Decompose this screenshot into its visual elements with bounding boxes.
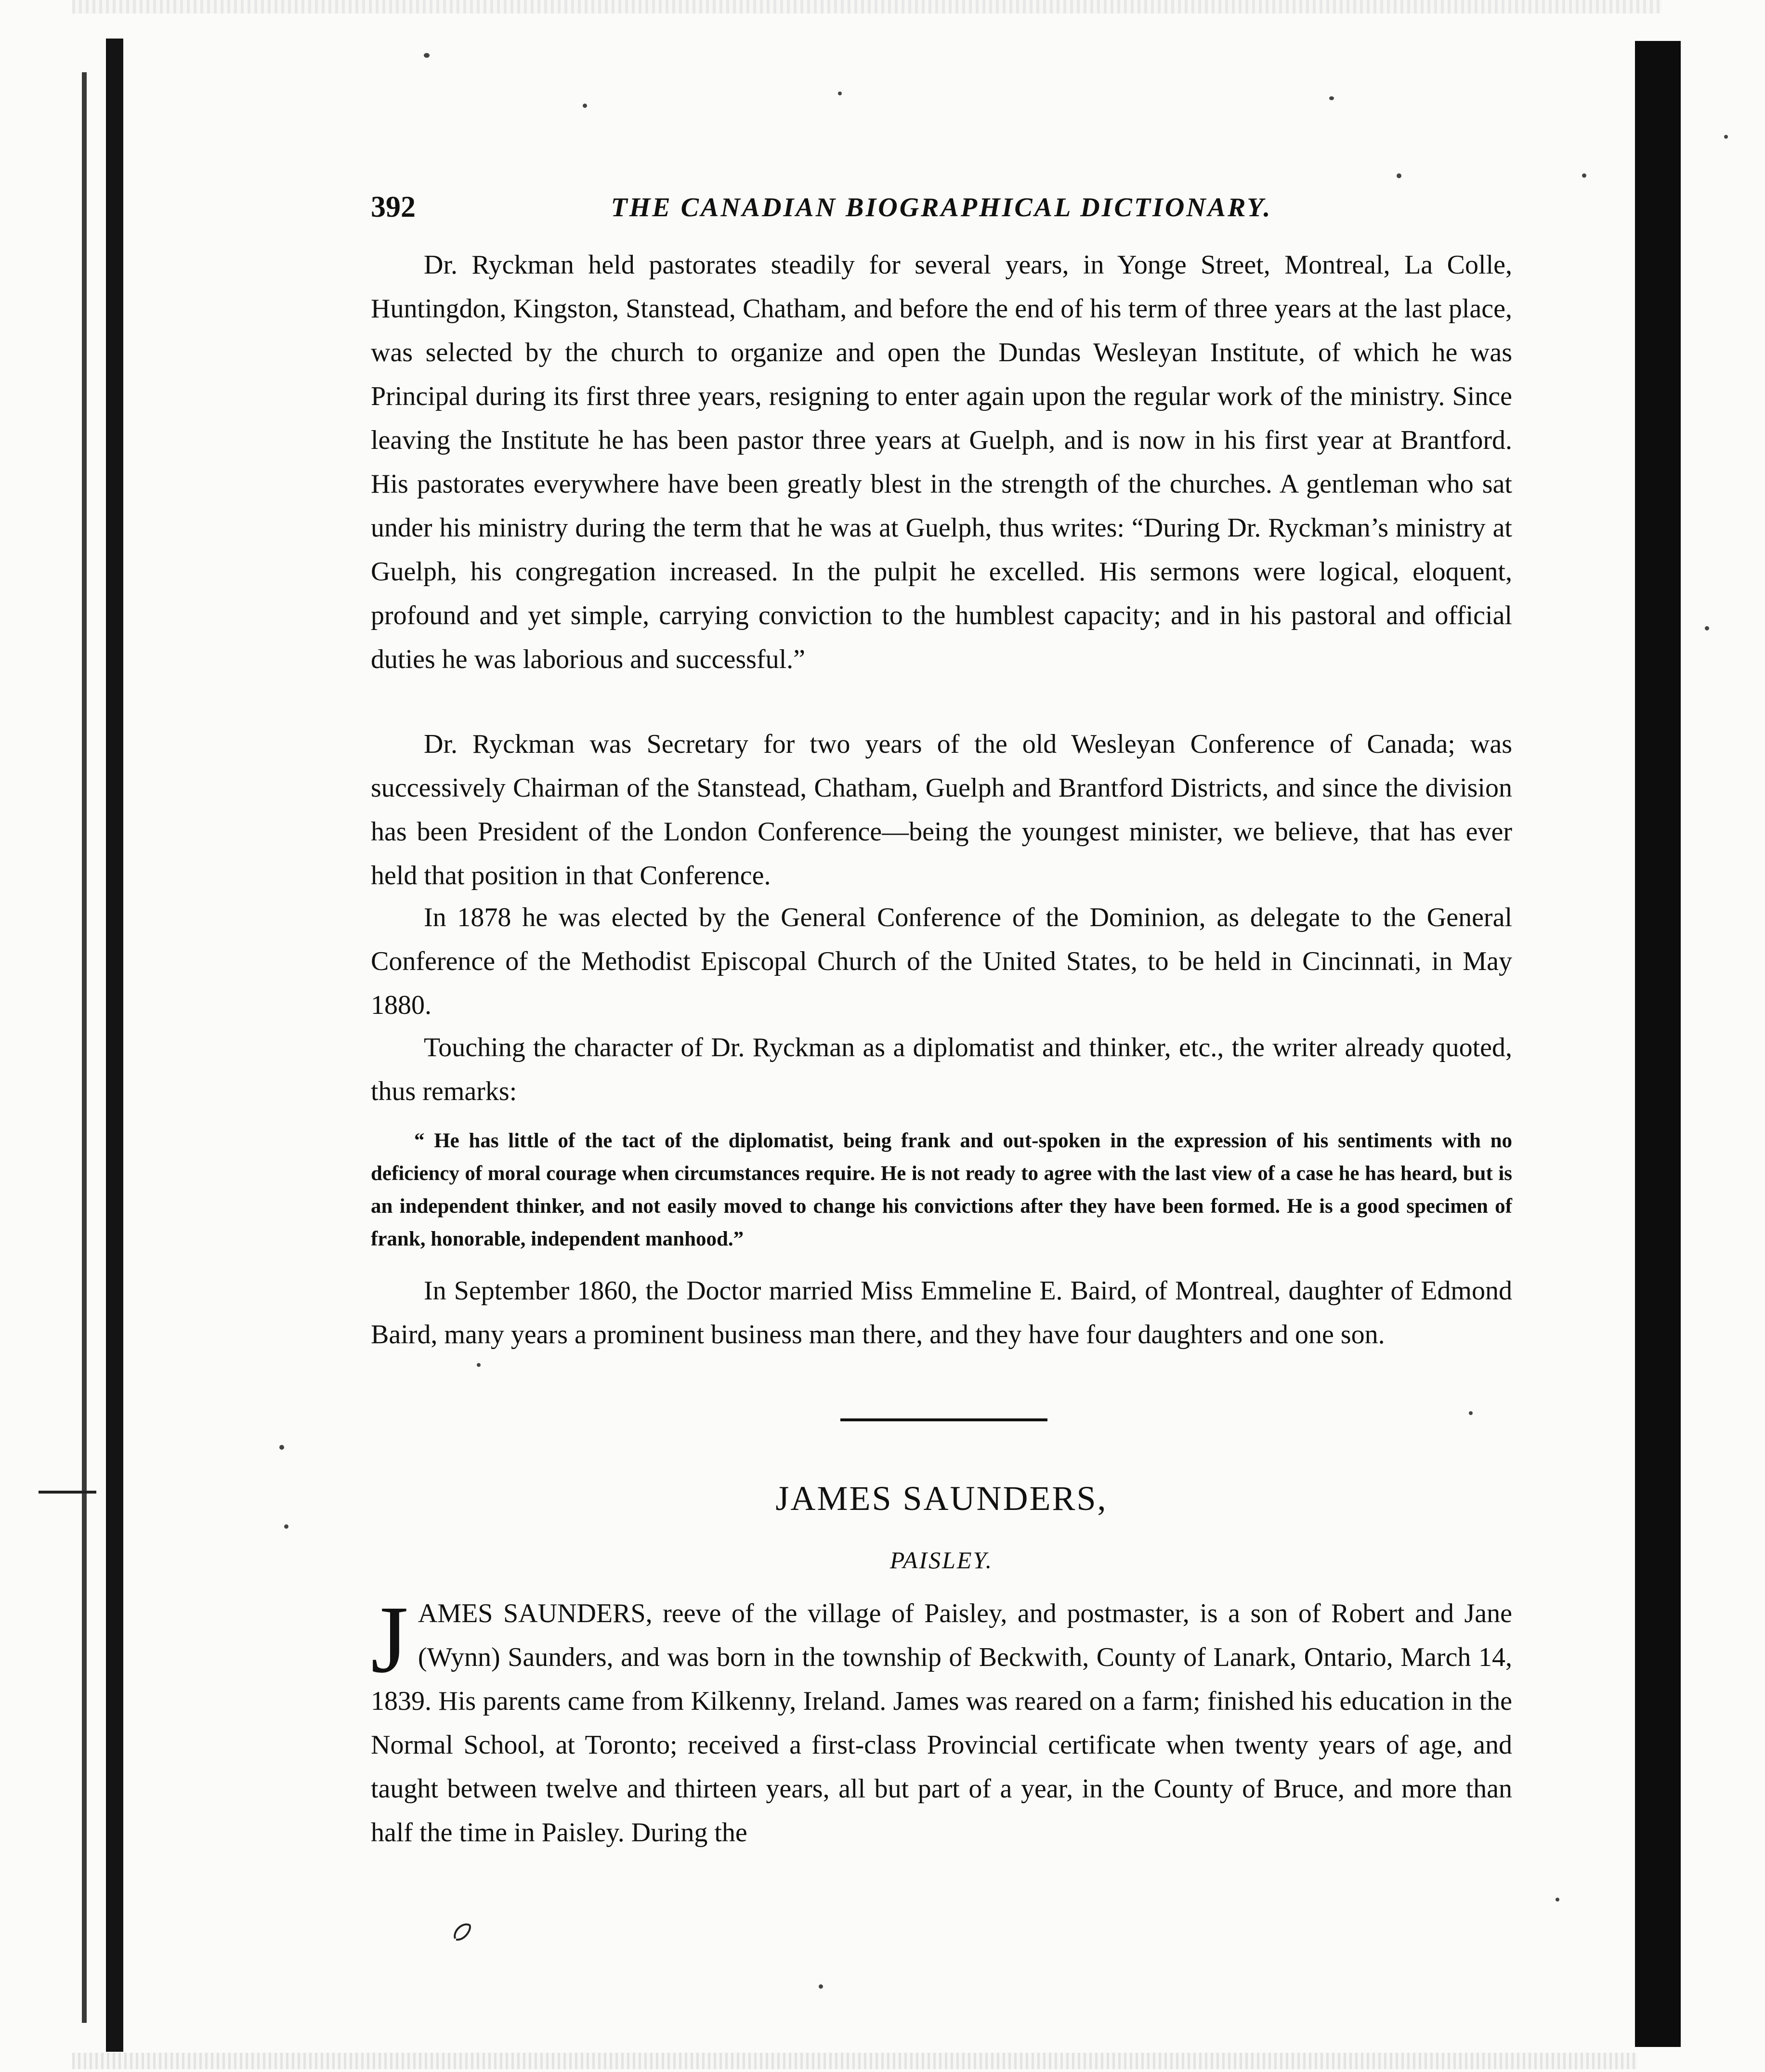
running-head <box>371 190 1512 229</box>
running-title: THE CANADIAN BIOGRAPHICAL DICTIONARY. <box>611 193 1272 223</box>
biography-heading: JAMES SAUNDERS, <box>775 1479 1108 1518</box>
page-number: 392 <box>371 191 416 223</box>
scan-margin-mark <box>39 1491 96 1494</box>
scan-right-edge <box>1635 41 1681 2047</box>
pen-scribble-icon <box>450 1919 474 1943</box>
saunders-paragraph-1 <box>371 1587 1512 1855</box>
scan-bottom-edge <box>72 2053 1637 2069</box>
biography-place: PAISLEY. <box>889 1547 994 1574</box>
saunders-paragraph-text: AMES SAUNDERS, reeve of the village of Paisley, and postmaster, is a son of Robert and Jane (Wynn) Saunders, and was born in the township of Beckwith, County of Lanark, Ontario, March 14, 1839. His parents came from Kilkenny, Ireland. James was reared on a farm; finished his education in the Normal School, at Toronto; received a first-class Provincial certificate when twenty years of age, and taught between twelve and thirteen years, all but part of a year, in the County of Bruce, and more than half the time in Paisley. During the <box>371 1599 1512 1848</box>
ryckman-paragraph-1: Dr. Ryckman held pastorates steadily for several years, in Yonge Street, Montreal, La Colle, Huntingdon, Kingston, Stanstead, Chatham, and before the end of his term of three years at the last place, was selected by the church to organize and open the Dundas Wesleyan Institute, of which he was Principal during its first three years, resigning to enter again upon the regular work of the ministry. Since leaving the Institute he has been pastor three years at Guelph, and is now in his first year at Brantford. His pastorates everywhere have been greatly blest in the strength of the churches. A gentleman who sat under his ministry during the term that he was at Guelph, thus writes: “During Dr. Ryckman’s ministry at Guelph, his congregation increased. In the pulpit he excelled. His sermons were logical, eloquent, profound and yet simple, carrying conviction to the humblest capacity; and in his pastoral and official duties he was laborious and successful.” <box>371 250 1512 674</box>
drop-cap: J <box>371 1587 408 1693</box>
ryckman-paragraph-3: In 1878 he was elected by the General Conference of the Dominion, as delegate to the General Conference of the Methodist Episcopal Church of the United States, to be held in Cincinnati, in May 1880. <box>371 903 1512 1020</box>
scan-left-edge-line <box>82 72 87 2023</box>
block-quote: “ He has little of the tact of the diplomatist, being frank and out-spoken in the expression of his sentiments with no deficiency of moral courage when circumstances require. He is not ready to agree with the last view of a case he has heard, but is an independent thinker, and not easily moved to change his convictions after they have been formed. He is a good specimen of frank, honorable, independent manhood.” <box>371 1129 1512 1250</box>
ryckman-paragraph-4: Touching the character of Dr. Ryckman as a diplomatist and thinker, etc., the writer already quoted, thus remarks: <box>371 1033 1512 1106</box>
ryckman-paragraph-5: In September 1860, the Doctor married Miss Emmeline E. Baird, of Montreal, daughter of Edmond Baird, many years a prominent business man there, and they have four daughters and one son. <box>371 1276 1512 1350</box>
section-divider <box>840 1418 1047 1421</box>
ryckman-paragraph-2: Dr. Ryckman was Secretary for two years of the old Wesleyan Conference of Canada; was successively Chairman of the Stanstead, Chatham, Guelph and Brantford Districts, and since the division has been President of the London Conference—being the youngest minister, we believe, that has ever held that position in that Conference. <box>371 729 1512 891</box>
scan-top-edge <box>72 0 1661 13</box>
scan-left-edge <box>106 39 123 2052</box>
